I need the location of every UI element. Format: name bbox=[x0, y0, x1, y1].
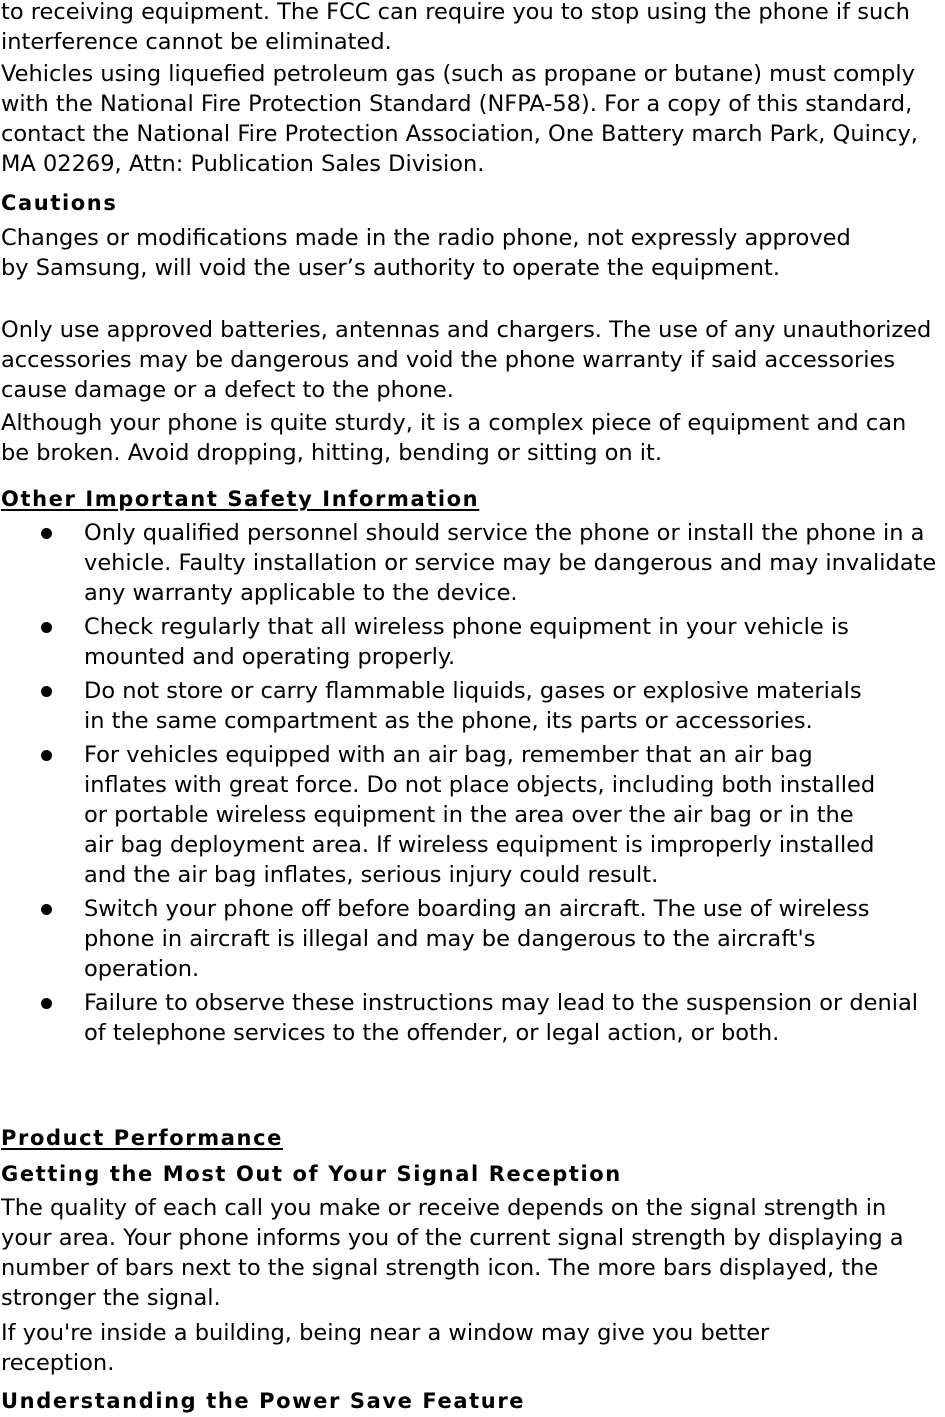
list-item-text: Switch your phone off before boarding an aircraft. The use of wireless phone in aircraft is illegal and may be dangerous to the aircraft's operation. bbox=[84, 896, 870, 982]
heading-power-save: Understanding the Power Save Feature bbox=[1, 1389, 526, 1413]
bullet-dot-icon bbox=[41, 686, 52, 697]
paragraph-sturdy-phone: Although your phone is quite sturdy, it is a complex piece of equipment and can be broken. Avoid dropping, hitting, bending or sitting on it. bbox=[1, 410, 907, 466]
list-item-text: Do not store or carry flammable liquids, gases or explosive materials in the same compartment as the phone, its parts or accessories. bbox=[84, 678, 862, 734]
list-item bbox=[0, 612, 945, 672]
bullet-dot-icon bbox=[41, 904, 52, 915]
paragraph-near-window: If you're inside a building, being near a window may give you better reception. bbox=[1, 1320, 770, 1376]
list-item-text: Check regularly that all wireless phone equipment in your vehicle is mounted and operating properly. bbox=[84, 614, 849, 670]
paragraph-signal-strength: The quality of each call you make or receive depends on the signal strength in your area. Your phone informs you of the current signal strength by displaying a number of bars next to the signal strength icon. The more bars displayed, the stronger the signal. bbox=[1, 1195, 904, 1311]
paragraph-fcc-interference: to receiving equipment. The FCC can require you to stop using the phone if such interference cannot be eliminated. bbox=[1, 0, 910, 55]
bullet-dot-icon bbox=[41, 750, 52, 761]
list-item bbox=[0, 894, 945, 984]
heading-signal-reception: Getting the Most Out of Your Signal Reception bbox=[1, 1162, 622, 1186]
list-item bbox=[0, 740, 945, 890]
list-item-text: Only qualified personnel should service the phone or install the phone in a vehicle. Faulty installation or service may be dangerous and may invalidate any warranty applicable to the device. bbox=[84, 520, 937, 606]
bullet-dot-icon bbox=[41, 998, 52, 1009]
safety-bullet-list bbox=[0, 518, 945, 1052]
list-item-text: For vehicles equipped with an air bag, remember that an air bag inflates with great force. Do not place objects, including both installed or portable wireless equipment in the area over the air bag or in the air bag deployment area. If wireless equipment is improperly installed and the air bag inflates, serious injury could result. bbox=[84, 742, 876, 888]
paragraph-lpg-vehicles: Vehicles using liquefied petroleum gas (such as propane or butane) must comply with the National Fire Protection Standard (NFPA-58). For a copy of this standard, contact the National Fire Protection Association, One Battery march Park, Quincy, MA 02269, Attn: Publication Sales Division. bbox=[1, 61, 918, 177]
heading-cautions: Cautions bbox=[1, 191, 118, 215]
paragraph-approved-batteries: Only use approved batteries, antennas and chargers. The use of any unauthorized accessories may be dangerous and void the phone warranty if said accessories cause damage or a defect to the phone. bbox=[1, 317, 932, 403]
list-item-text: Failure to observe these instructions may lead to the suspension or denial of telephone services to the offender, or legal action, or both. bbox=[84, 990, 919, 1046]
list-item bbox=[0, 676, 945, 736]
bullet-dot-icon bbox=[41, 622, 52, 633]
heading-product-performance: Product Performance bbox=[1, 1126, 283, 1150]
heading-other-safety: Other Important Safety Information bbox=[1, 487, 480, 511]
paragraph-modifications: Changes or modifications made in the radio phone, not expressly approved by Samsung, will void the user’s authority to operate the equipment. bbox=[1, 225, 851, 281]
list-item bbox=[0, 518, 945, 608]
list-item bbox=[0, 988, 945, 1048]
bullet-dot-icon bbox=[41, 528, 52, 539]
